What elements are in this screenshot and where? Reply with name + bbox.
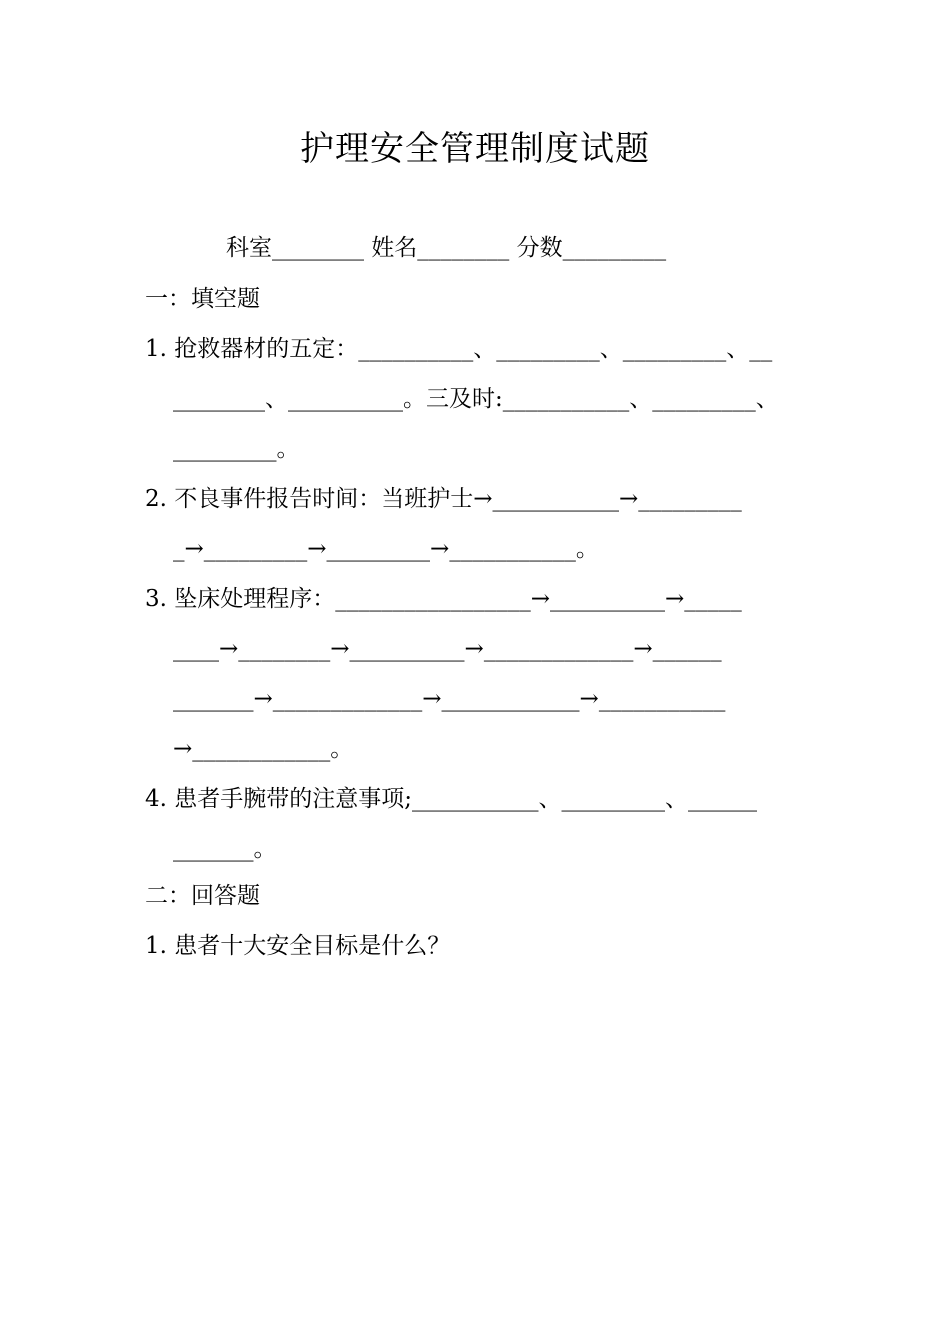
section-heading-fill-in: 一：填空题 bbox=[145, 286, 260, 312]
question-2-line-2: _→_________→_________→___________。 bbox=[173, 536, 599, 562]
question-1-line-1: 1. 抢救器材的五定：__________、_________、_________、__ bbox=[145, 336, 773, 362]
document-title: 护理安全管理制度试题 bbox=[300, 129, 650, 169]
section-heading-answer: 二：回答题 bbox=[145, 883, 260, 909]
answer-question-1: 1. 患者十大安全目标是什么？ bbox=[145, 933, 451, 959]
question-4-line-1: 4. 患者手腕带的注意事项;___________、_________、______ bbox=[145, 786, 758, 812]
question-3-line-2: ____→________→__________→_____________→______ bbox=[173, 636, 722, 662]
question-1-line-3: _________。 bbox=[173, 436, 300, 462]
question-4-line-2: _______。 bbox=[173, 836, 277, 862]
question-3-line-3: _______→_____________→____________→___________ bbox=[173, 686, 726, 712]
question-2-line-1: 2. 不良事件报告时间：当班护士→___________→_________ bbox=[145, 486, 742, 512]
question-3-line-4: →____________。 bbox=[173, 736, 354, 762]
header-fields: 科室________ 姓名________ 分数_________ bbox=[226, 235, 667, 261]
question-1-line-2: ________、__________。三及时:___________、_________、 bbox=[173, 386, 779, 412]
question-3-line-1: 3. 坠床处理程序：_________________→__________→_____ bbox=[145, 586, 742, 612]
